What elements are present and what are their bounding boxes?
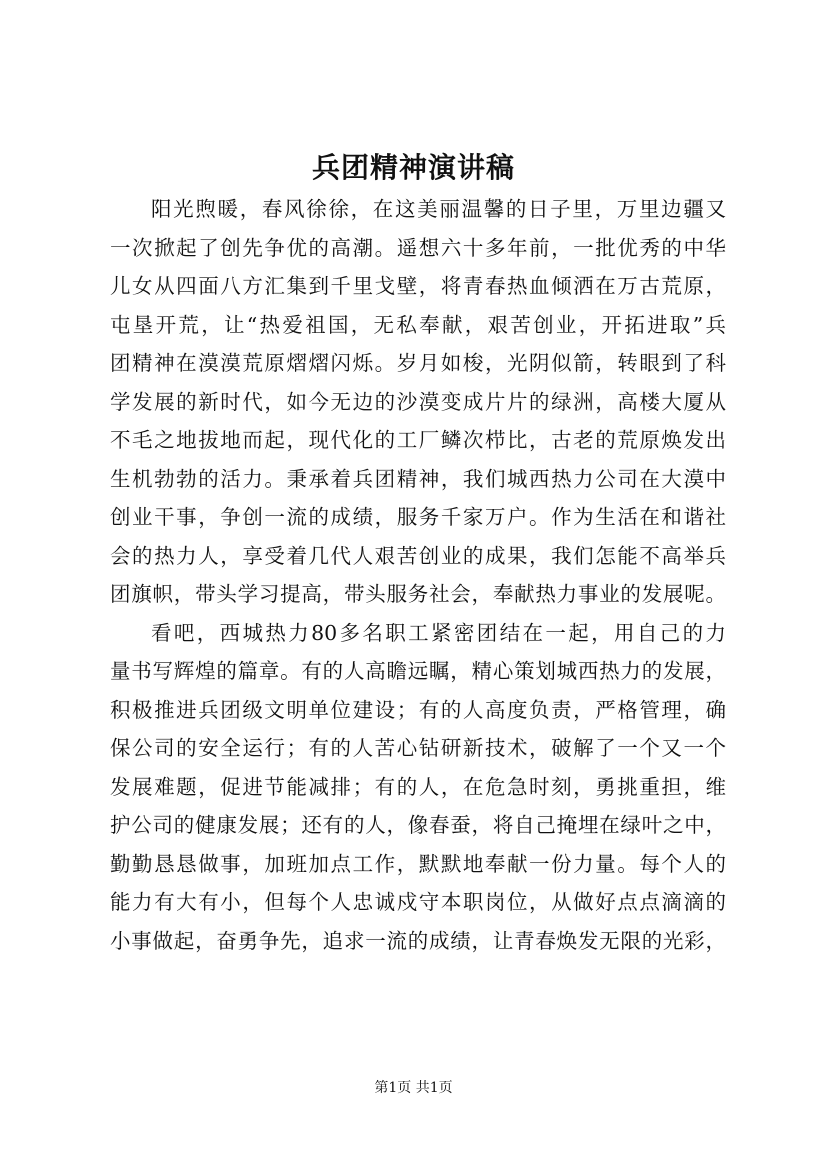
paragraph-2-line-9: 小事做起，奋勇争先，追求一流的成绩，让青春焕发无限的光彩， [110, 928, 726, 953]
paragraph-1-line-5: 团精神在漠漠荒原熠熠闪烁。岁月如梭，光阴似箭，转眼到了科 [110, 351, 726, 375]
paragraph-1-line-11: 团旗帜，带头学习提高，带头服务社会，奉献热力事业的发展呢。 [110, 582, 726, 606]
paragraph-1-line-8: 生机勃勃的活力。秉承着兵团精神，我们城西热力公司在大漠中 [110, 466, 726, 491]
paragraph-2-line-2: 量书写辉煌的篇章。有的人高瞻远瞩，精心策划城西热力的发展， [110, 659, 726, 683]
paragraph-1-line-10: 会的热力人，享受着几代人艰苦创业的成果，我们怎能不高举兵 [110, 543, 726, 568]
page-title: 兵团精神演讲稿 [311, 151, 515, 184]
paragraph-1-line-3: 儿女从四面八方汇集到千里戈壁，将青春热血倾洒在万古荒原， [110, 274, 726, 298]
paragraph-2-line-7: 勤勤恳恳做事，加班加点工作，默默地奉献一份力量。每个人的 [110, 851, 726, 876]
page-number-footer: 第1页 共1页 [374, 1080, 453, 1096]
paragraph-2-line-5: 发展难题，促进节能减排；有的人，在危急时刻，勇挑重担，维 [110, 774, 726, 799]
paragraph-1-line-6: 学发展的新时代，如今无边的沙漠变成片片的绿洲，高楼大厦从 [110, 389, 726, 414]
paragraph-2-line-8: 能力有大有小，但每个人忠诚戍守本职岗位，从做好点点滴滴的 [110, 890, 726, 914]
paragraph-2-line-3: 积极推进兵团级文明单位建设；有的人高度负责，严格管理，确 [110, 697, 726, 722]
paragraph-1-line-9: 创业干事，争创一流的成绩，服务千家万户。作为生活在和谐社 [110, 505, 726, 529]
paragraph-1-line-2: 一次掀起了创先争优的高潮。遥想六十多年前，一批优秀的中华 [110, 235, 726, 260]
paragraph-2-line-6: 护公司的健康发展；还有的人，像春蚕，将自己掩埋在绿叶之中， [110, 813, 726, 837]
paragraph-1-line-4: 屯垦开荒，让“热爱祖国，无私奉献，艰苦创业，开拓进取”兵 [110, 312, 726, 337]
paragraph-2-line-4: 保公司的安全运行；有的人苦心钻研新技术，破解了一个又一个 [110, 736, 726, 760]
paragraph-2-line-1: 看吧，西城热力80多名职工紧密团结在一起，用自己的力 [151, 620, 726, 645]
paragraph-1-line-1: 阳光煦暖，春风徐徐，在这美丽温馨的日子里，万里边疆又 [151, 197, 726, 221]
document-body [110, 190, 726, 960]
paragraph-1-line-7: 不毛之地拔地而起，现代化的工厂鳞次栉比，古老的荒原焕发出 [110, 428, 726, 452]
